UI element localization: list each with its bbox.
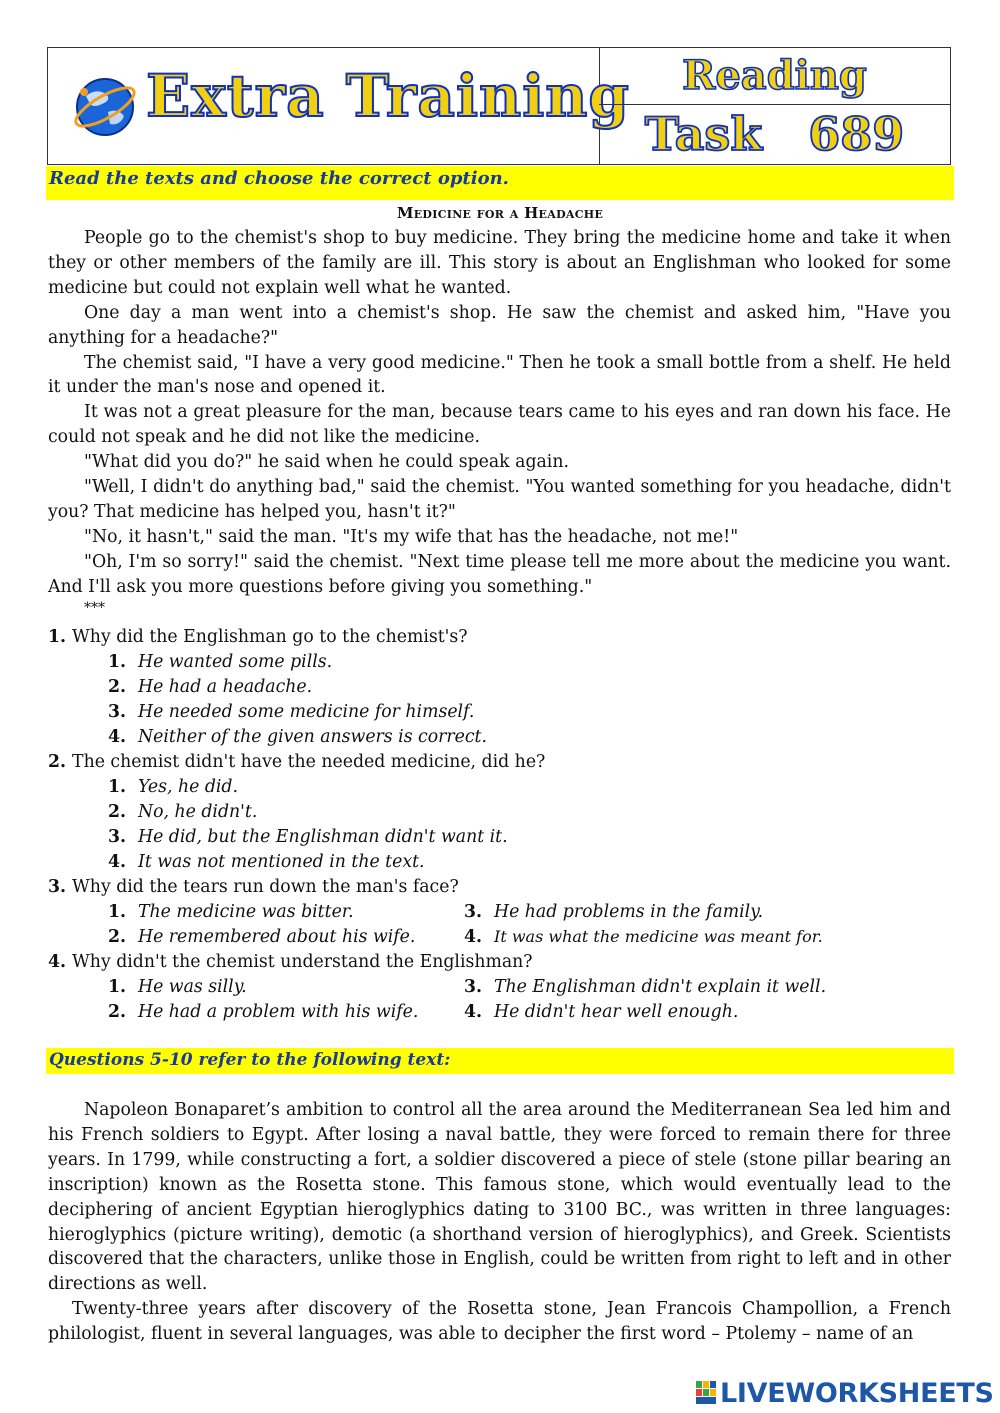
answer-option[interactable]: 4. He didn't hear well enough. (464, 1002, 739, 1022)
rosetta-text (48, 1098, 951, 1347)
answer-option[interactable]: 3. He did, but the Englishman didn't want it. (108, 827, 508, 847)
answer-option[interactable]: 4. It was what the medicine was meant for. (464, 927, 823, 947)
story-paragraph: People go to the chemist's shop to buy medicine. They bring the medicine home and take it when they or other members of the family are ill. This story is about an Englishman who looked for some medicine but could not explain well what he wanted. (48, 228, 951, 298)
question-number: 3. (48, 877, 67, 897)
question-text: Why did the tears run down the man's face? (72, 877, 459, 897)
answer-option[interactable]: 2. He had a problem with his wife. (108, 1002, 419, 1022)
question-4 (48, 950, 533, 974)
instruction-bar: Read the texts and choose the correct option. (46, 166, 954, 200)
watermark-text: LIVEWORKSHEETS (720, 1378, 994, 1409)
answer-option[interactable]: 3. He had problems in the family. (464, 902, 764, 922)
question-text: The chemist didn't have the needed medicine, did he? (72, 752, 546, 772)
answer-option[interactable]: 3. The Englishman didn't explain it well. (464, 977, 827, 997)
answer-option[interactable]: 4. It was not mentioned in the text. (108, 852, 425, 872)
task-cell (599, 48, 950, 164)
reading-label: Reading (599, 48, 950, 105)
text-paragraph: Twenty-three years after discovery of the Rosetta stone, Jean Francois Champollion, a French philologist, fluent in several languages, was able to decipher the first word – Ptolemy – name of an (48, 1299, 951, 1345)
answer-option[interactable]: 2. No, he didn't. (108, 802, 258, 822)
answer-option[interactable]: 4. Neither of the given answers is correct. (108, 727, 488, 747)
separator-stars: *** (84, 600, 105, 616)
answer-option[interactable]: 1. Yes, he did. (108, 777, 238, 797)
logo-title: Extra Training (146, 62, 630, 130)
question-number: 2. (48, 752, 67, 772)
task-number: 689 (808, 107, 905, 161)
answer-option[interactable]: 2. He had a headache. (108, 677, 313, 697)
answer-option[interactable]: 3. He needed some medicine for himself. (108, 702, 475, 722)
question-text: Why did the Englishman go to the chemist's? (72, 627, 468, 647)
story-paragraph: "Oh, I'm so sorry!" said the chemist. "Next time please tell me more about the medicine you want. And I'll ask you more questions before giving you something." (48, 551, 951, 597)
answer-option[interactable]: 2. He remembered about his wife. (108, 927, 416, 947)
story-paragraph: It was not a great pleasure for the man, because tears came to his eyes and ran down his face. He could not speak and he did not like the medicine. (48, 402, 951, 448)
question-2 (48, 750, 545, 774)
story-title: Medicine for a Headache (396, 204, 604, 222)
worksheet-header (47, 47, 951, 165)
story-paragraph: "What did you do?" he said when he could speak again. (84, 452, 569, 473)
task-label-row (599, 105, 950, 164)
story-paragraph: One day a man went into a chemist's shop. He saw the chemist and asked him, "Have you anything for a headache?" (48, 302, 951, 348)
story-paragraph: The chemist said, "I have a very good medicine." Then he took a small bottle from a shelf. He held it under the man's nose and opened it. (48, 352, 951, 398)
story-text (48, 226, 951, 600)
task-label: Task (644, 107, 763, 161)
section2-heading: Questions 5-10 refer to the following text: (46, 1048, 954, 1074)
logo-cell (48, 48, 630, 164)
question-3 (48, 875, 459, 899)
question-number: 4. (48, 952, 67, 972)
text-paragraph: Napoleon Bonaparet’s ambition to control all the area around the Mediterranean Sea led him and his French soldiers to Egypt. After losing a naval battle, they were forced to remain there for three years. In 1799, while constructing a fort, a soldier discovered a piece of stele (stone pillar bearing an inscription) known as the Rosetta stone. This famous stone, which would eventually lead to the deciphering of ancient Egyptian hieroglyphics dating to 3100 BC., was written in three languages: hieroglyphics (picture writing), demotic (a shorthand version of hieroglyphics), and Greek. Scientists discovered that the characters, unlike those in English, could be written from right to left and in other directions as well. (48, 1100, 951, 1295)
answer-option[interactable]: 1. He wanted some pills. (108, 652, 333, 672)
answer-option[interactable]: 1. The medicine was bitter. (108, 902, 354, 922)
question-text: Why didn't the chemist understand the Englishman? (72, 952, 533, 972)
question-1 (48, 625, 468, 649)
story-paragraph: "Well, I didn't do anything bad," said the chemist. "You wanted something for you headache, didn't you? That medicine has helped you, hasn't it?" (48, 477, 951, 522)
story-paragraph: "No, it hasn't," said the man. "It's my wife that has the headache, not me!" (84, 526, 739, 547)
globe-logo-icon (72, 74, 138, 140)
liveworksheets-logo-icon (696, 1381, 718, 1405)
answer-option[interactable]: 1. He was silly. (108, 977, 247, 997)
question-number: 1. (48, 627, 67, 647)
